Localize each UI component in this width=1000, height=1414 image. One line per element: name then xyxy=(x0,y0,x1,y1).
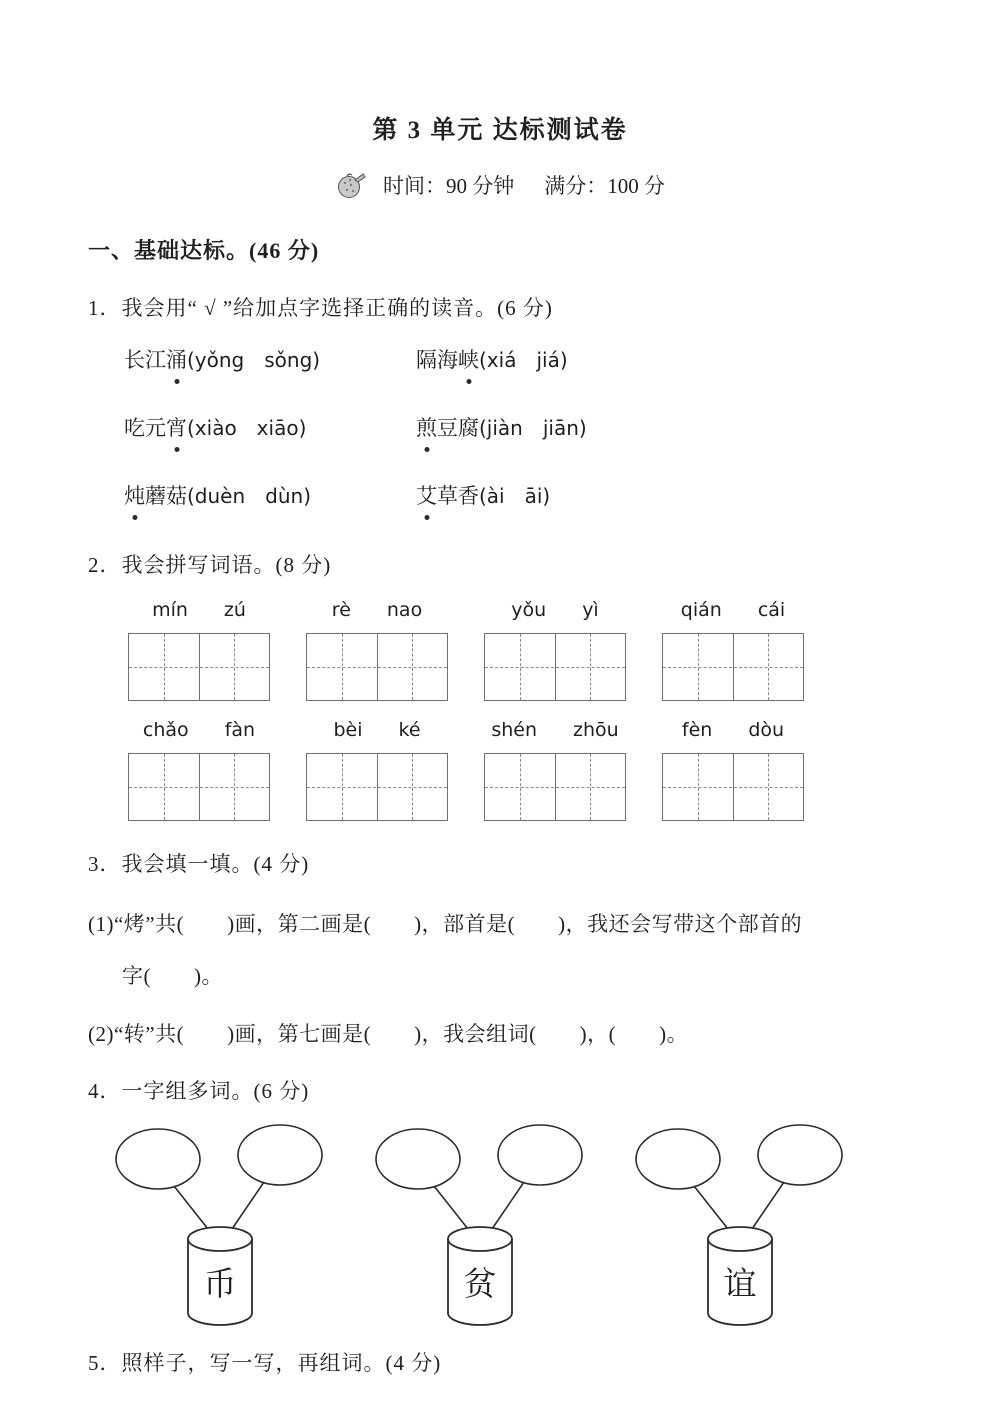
pinyin-syllable: nao xyxy=(386,599,423,621)
time-label: 时间：90 分钟 xyxy=(383,174,515,198)
grid-cell[interactable] xyxy=(663,754,734,820)
cylinder-top xyxy=(708,1227,772,1251)
pinyin-syllable: zú xyxy=(223,599,246,621)
word-bubble[interactable] xyxy=(116,1129,200,1189)
connector-line xyxy=(694,1186,728,1229)
question-3-title: 3．我会填一填。(4 分) xyxy=(88,852,310,876)
base-word-label: 谊 xyxy=(723,1267,757,1303)
word-text: 草香 xyxy=(437,484,479,508)
reading-item xyxy=(416,480,1000,522)
pinyin-options[interactable]: (jiàn jiān) xyxy=(479,416,587,440)
grid-cell[interactable] xyxy=(129,634,200,700)
word-bubble[interactable] xyxy=(758,1125,842,1185)
pinyin-options[interactable]: (xiá jiá) xyxy=(479,348,568,372)
writing-grid-row-1 xyxy=(128,633,1000,701)
q1-reading-list xyxy=(124,344,1000,522)
pinyin-pair xyxy=(662,599,804,621)
exam-meta xyxy=(0,170,1000,200)
writing-grid xyxy=(306,633,448,701)
pinyin-options[interactable]: (yǒng sǒng) xyxy=(187,348,321,372)
dotted-character: 涌 xyxy=(166,344,187,374)
writing-grid xyxy=(662,753,804,821)
grid-cell[interactable] xyxy=(378,634,448,700)
q4-bubble-diagrams xyxy=(108,1117,1000,1329)
word-bubble[interactable] xyxy=(238,1125,322,1185)
q3-part2: (2)“转”共( )画，第七画是( )，我会组词( )，( )。 xyxy=(88,1022,689,1046)
pinyin-pair xyxy=(484,719,626,741)
writing-grid xyxy=(484,633,626,701)
pinyin-syllable: qián xyxy=(680,599,722,621)
pinyin-syllable: yì xyxy=(582,599,599,621)
grid-cell[interactable] xyxy=(556,634,626,700)
pinyin-syllable: rè xyxy=(331,599,351,621)
grid-cell[interactable] xyxy=(485,634,556,700)
writing-grid xyxy=(128,753,270,821)
writing-grid xyxy=(128,633,270,701)
pinyin-syllable: zhōu xyxy=(573,719,619,741)
pinyin-syllable: fàn xyxy=(224,719,256,741)
pinyin-syllable: yǒu xyxy=(511,599,547,621)
connector-line xyxy=(492,1182,524,1229)
grid-cell[interactable] xyxy=(663,634,734,700)
pinyin-pair xyxy=(484,599,626,621)
word-bubble[interactable] xyxy=(498,1125,582,1185)
grid-cell[interactable] xyxy=(200,634,270,700)
question-2-title: 2．我会拼写词语。(8 分) xyxy=(88,553,332,577)
pinyin-syllable: ké xyxy=(398,719,421,741)
section-1-heading: 一、基础达标。(46 分) xyxy=(88,238,320,263)
reading-item xyxy=(124,480,416,522)
word-map-group xyxy=(628,1117,850,1329)
question-4-title: 4．一字组多词。(6 分) xyxy=(88,1079,310,1103)
reading-item xyxy=(416,412,1000,454)
word-text: 吃元 xyxy=(124,416,166,440)
pinyin-options[interactable]: (duèn dùn) xyxy=(187,484,312,508)
dotted-character: 煎 xyxy=(416,412,437,442)
pinyin-syllable: mín xyxy=(152,599,188,621)
pinyin-syllable: chǎo xyxy=(142,719,189,741)
pinyin-syllable: fèn xyxy=(681,719,713,741)
word-bubble[interactable] xyxy=(636,1129,720,1189)
q3-part1-line2: 字( )。 xyxy=(122,964,223,988)
writing-grid-row-2 xyxy=(128,753,1000,821)
connector-line xyxy=(752,1182,784,1229)
word-text: 长江 xyxy=(124,348,166,372)
pinyin-options[interactable]: (ài āi) xyxy=(479,484,551,508)
pinyin-pair xyxy=(306,599,448,621)
dotted-character: 峡 xyxy=(458,344,479,374)
word-map-group xyxy=(108,1117,330,1329)
word-text: 蘑菇 xyxy=(145,484,187,508)
base-word-label: 贫 xyxy=(463,1267,497,1303)
connector-line xyxy=(174,1186,208,1229)
full-score-label: 满分：100 分 xyxy=(544,174,665,198)
question-1-title: 1．我会用“ √ ”给加点字选择正确的读音。(6 分) xyxy=(88,296,553,320)
word-map-group xyxy=(368,1117,590,1329)
writing-grid xyxy=(306,753,448,821)
grid-cell[interactable] xyxy=(734,754,804,820)
pinyin-syllable: cái xyxy=(757,599,786,621)
word-bubble[interactable] xyxy=(376,1129,460,1189)
base-word-label: 币 xyxy=(203,1267,237,1303)
question-5-title: 5．照样子，写一写，再组词。(4 分) xyxy=(88,1351,442,1375)
cylinder-top xyxy=(448,1227,512,1251)
grid-cell[interactable] xyxy=(307,634,378,700)
pinyin-syllable: shén xyxy=(491,719,537,741)
pinyin-syllable: bèi xyxy=(333,719,363,741)
grid-cell[interactable] xyxy=(734,634,804,700)
pinyin-pair xyxy=(128,719,270,741)
connector-line xyxy=(232,1182,264,1229)
grid-cell[interactable] xyxy=(556,754,626,820)
grid-cell[interactable] xyxy=(307,754,378,820)
grid-cell[interactable] xyxy=(129,754,200,820)
dotted-character: 炖 xyxy=(124,480,145,510)
page-title: 第 3 单元 达标测试卷 xyxy=(372,117,628,144)
cylinder-top xyxy=(188,1227,252,1251)
reading-item xyxy=(416,344,1000,386)
pinyin-syllable: dòu xyxy=(748,719,785,741)
writing-grid xyxy=(662,633,804,701)
pinyin-options[interactable]: (xiào xiāo) xyxy=(187,416,307,440)
pinyin-row-1 xyxy=(128,599,1000,621)
writing-grid xyxy=(484,753,626,821)
grid-cell[interactable] xyxy=(378,754,448,820)
grid-cell[interactable] xyxy=(485,754,556,820)
reading-item xyxy=(124,344,416,386)
q3-part1-line1: (1)“烤”共( )画，第二画是( )，部首是( )，我还会写带这个部首的 xyxy=(88,912,803,936)
pinyin-pair xyxy=(662,719,804,741)
dotted-character: 宵 xyxy=(166,412,187,442)
timer-icon xyxy=(335,170,369,200)
pinyin-pair xyxy=(128,599,270,621)
reading-item xyxy=(124,412,416,454)
connector-line xyxy=(434,1186,468,1229)
pinyin-pair xyxy=(306,719,448,741)
grid-cell[interactable] xyxy=(200,754,270,820)
dotted-character: 艾 xyxy=(416,480,437,510)
word-text: 隔海 xyxy=(416,348,458,372)
pinyin-row-2 xyxy=(128,719,1000,741)
word-text: 豆腐 xyxy=(437,416,479,440)
